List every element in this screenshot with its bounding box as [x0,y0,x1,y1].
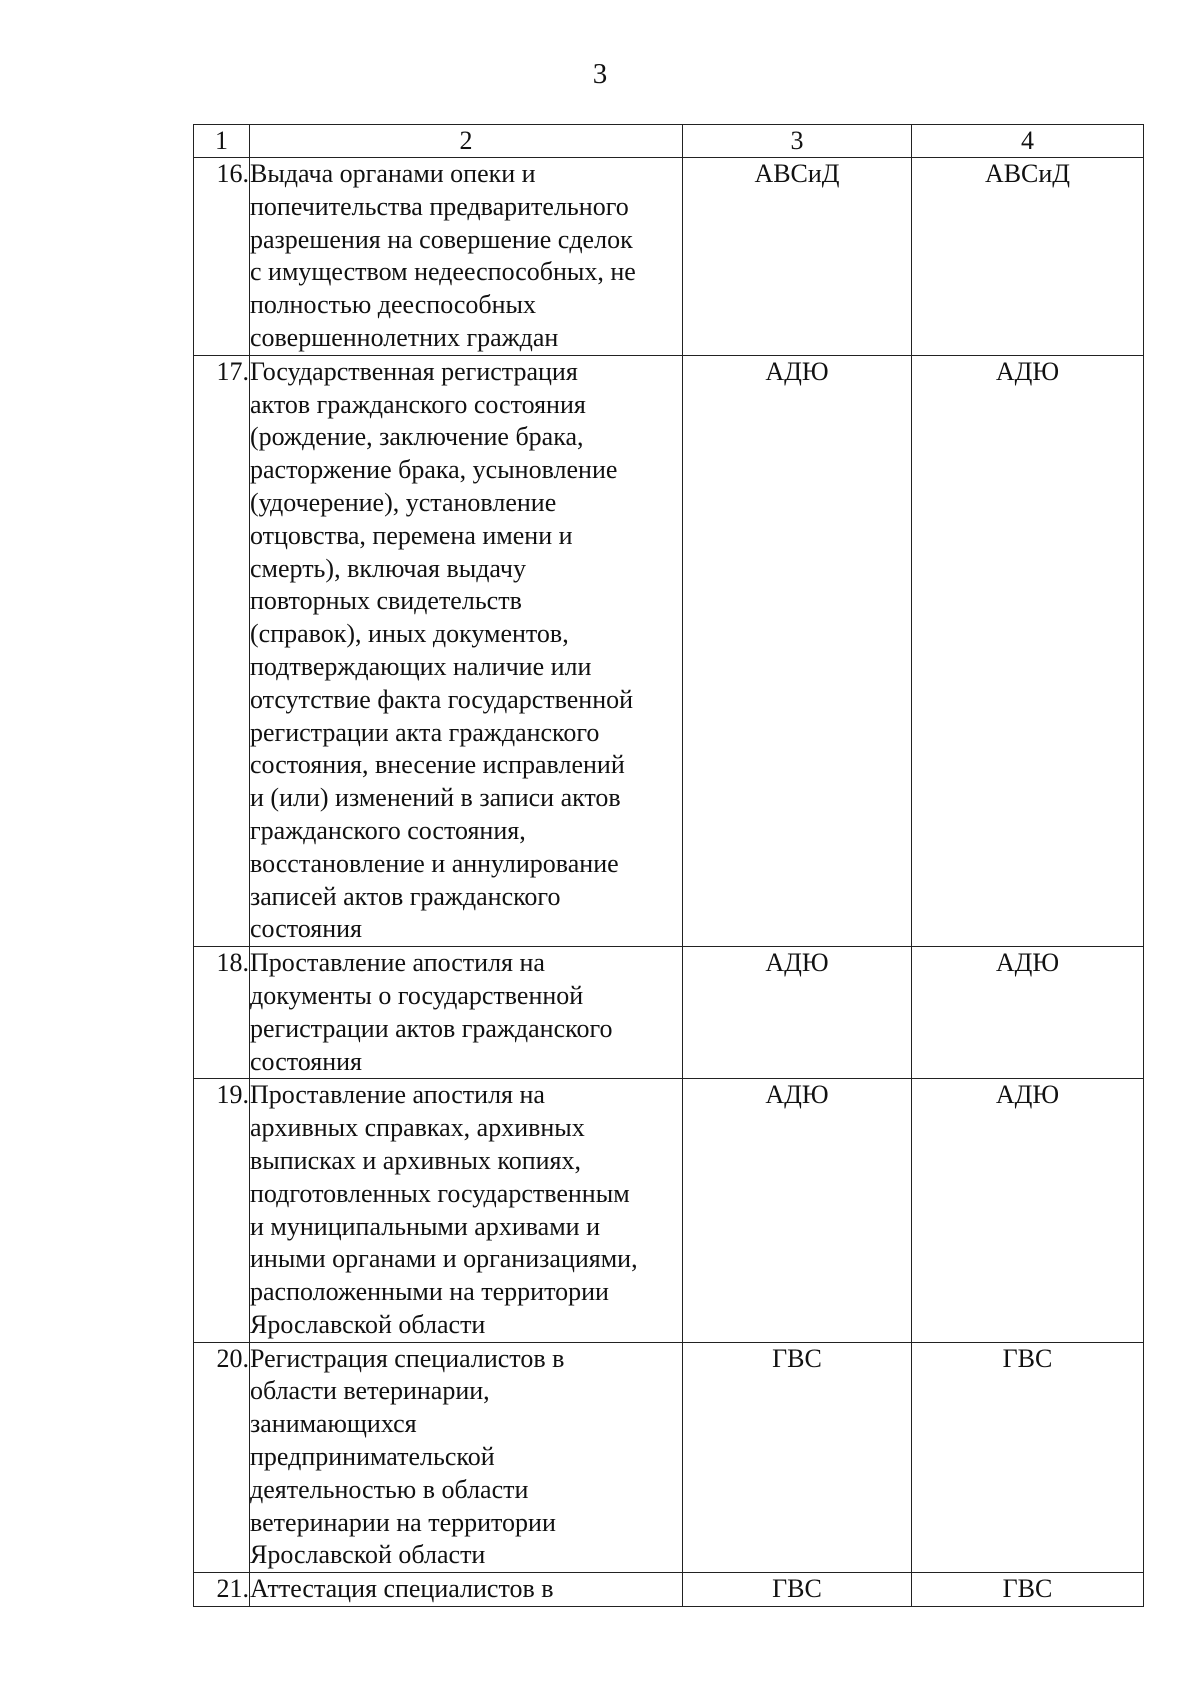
service-name: Проставление апостиля на документы о государственной регистрации актов гражданского состояния [250,947,683,1079]
authority-code-col3: АДЮ [683,355,912,946]
table-row [194,947,1144,1079]
row-number: 19. [194,1079,250,1342]
header-col-1: 1 [194,125,250,158]
table-row [194,1342,1144,1573]
row-number: 18. [194,947,250,1079]
authority-code-col3: АВСиД [683,158,912,356]
authority-code-col4: АДЮ [912,947,1144,1079]
header-col-4: 4 [912,125,1144,158]
row-number: 20. [194,1342,250,1573]
authority-code-col3: ГВС [683,1342,912,1573]
services-table [193,124,1144,1607]
authority-code-col4: ГВС [912,1573,1144,1607]
authority-code-col4: ГВС [912,1342,1144,1573]
page-number: 3 [592,58,608,90]
authority-code-col3: АДЮ [683,947,912,1079]
service-name: Государственная регистрация актов гражданского состояния (рождение, заключение брака, расторжение брака, усыновление (удочерение), установление отцовства, перемена имени и смерть), включая выдачу повторных свидетельств (справок), иных документов, подтверждающих наличие или отсутствие факта государственной регистрации акта гражданского состояния, внесение исправлений и (или) изменений в записи актов гражданского состояния, восстановление и аннулирование записей актов гражданского состояния [250,355,683,946]
header-row [194,125,1144,158]
authority-code-col4: АДЮ [912,355,1144,946]
authority-code-col4: АВСиД [912,158,1144,356]
authority-code-col3: ГВС [683,1573,912,1607]
table-row [194,1079,1144,1342]
service-name: Выдача органами опеки и попечительства предварительного разрешения на совершение сделок с имуществом недееспособных, не полностью дееспособных совершеннолетних граждан [250,158,683,356]
table-row [194,355,1144,946]
service-name: Проставление апостиля на архивных справках, архивных выписках и архивных копиях, подготовленных государственным и муниципальными архивами и иными органами и организациями, расположенными на территории Ярославской области [250,1079,683,1342]
service-name: Аттестация специалистов в [250,1573,683,1607]
authority-code-col3: АДЮ [683,1079,912,1342]
authority-code-col4: АДЮ [912,1079,1144,1342]
header-col-3: 3 [683,125,912,158]
table-row [194,158,1144,356]
row-number: 17. [194,355,250,946]
row-number: 16. [194,158,250,356]
service-name: Регистрация специалистов в области ветеринарии, занимающихся предпринимательской деятельностью в области ветеринарии на территории Ярославской области [250,1342,683,1573]
table-row [194,1573,1144,1607]
row-number: 21. [194,1573,250,1607]
header-col-2: 2 [250,125,683,158]
